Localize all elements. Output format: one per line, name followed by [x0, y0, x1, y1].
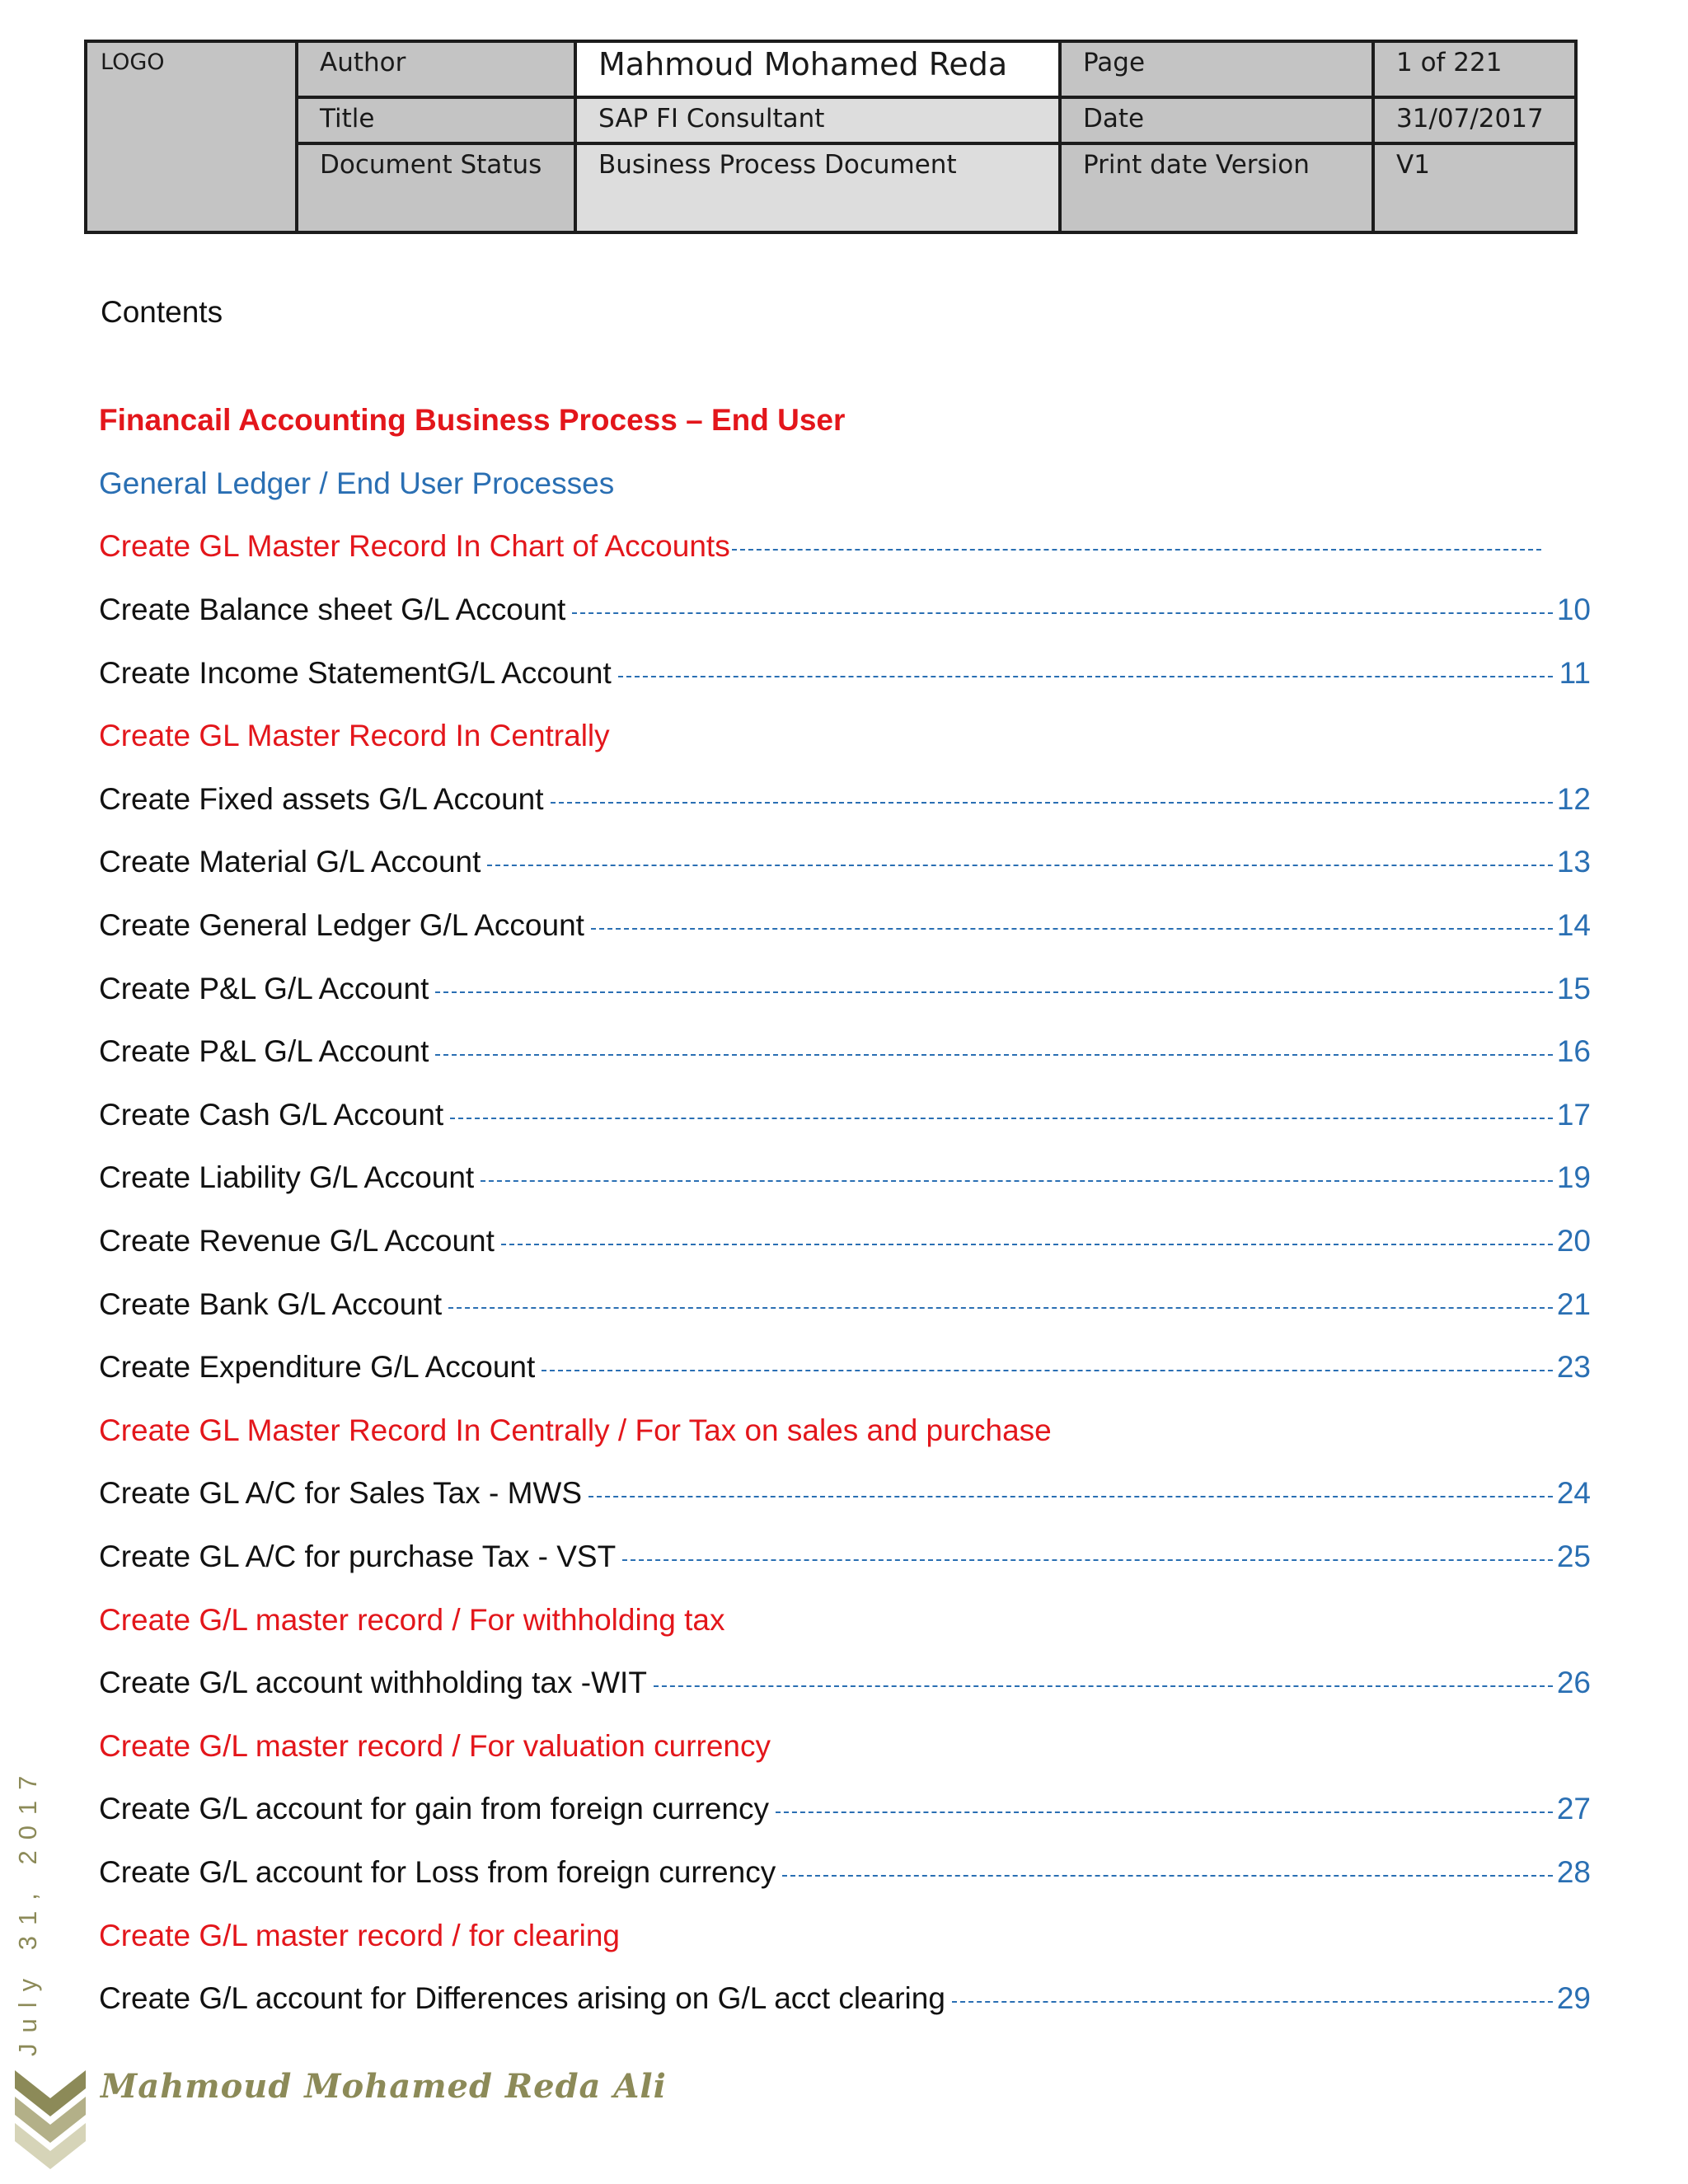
- toc-entry[interactable]: [99, 1967, 1591, 2031]
- toc-entry-title: Create Fixed assets G/L Account: [99, 781, 544, 816]
- toc-section-heading[interactable]: [99, 515, 1591, 579]
- toc-page-number[interactable]: 13: [1556, 845, 1591, 879]
- toc-entry[interactable]: [99, 1778, 1591, 1841]
- toc-page-number[interactable]: 29: [1556, 1981, 1591, 2016]
- toc-leader-dashes: [572, 612, 1553, 614]
- toc-page-number[interactable]: 12: [1556, 781, 1591, 816]
- author-value: Mahmoud Mohamed Reda: [575, 41, 1060, 97]
- toc-entry-title: Create G/L master record / For withholding tax: [99, 1602, 725, 1637]
- toc-entry-title: Create Expenditure G/L Account: [99, 1350, 536, 1385]
- toc-page-number[interactable]: 28: [1556, 1854, 1591, 1889]
- toc-entry[interactable]: [99, 1652, 1591, 1715]
- toc-page-number[interactable]: 24: [1556, 1476, 1591, 1511]
- chevron-logo-icon: [15, 2070, 86, 2172]
- toc-leader-dashes: [588, 1496, 1553, 1497]
- page-label: Page: [1060, 41, 1373, 97]
- toc-entry-title: Create Bank G/L Account: [99, 1286, 443, 1321]
- toc-entry[interactable]: [99, 957, 1591, 1020]
- side-date: July 31, 2017: [13, 1765, 42, 2056]
- toc-entry[interactable]: [99, 1462, 1591, 1526]
- toc-entry[interactable]: [99, 1084, 1591, 1147]
- toc-entry[interactable]: [99, 579, 1591, 642]
- version-label: Print date Version: [1060, 143, 1373, 232]
- toc-entry[interactable]: [99, 1210, 1591, 1273]
- author-signature: Mahmoud Mohamed Reda Ali: [101, 2067, 667, 2106]
- title-value: SAP FI Consultant: [575, 97, 1060, 143]
- toc-section-heading[interactable]: [99, 705, 1591, 768]
- toc-entry-title: General Ledger / End User Processes: [99, 466, 615, 500]
- toc-entry[interactable]: [99, 1336, 1591, 1399]
- toc-entry-title: Create GL Master Record In Centrally / For Tax on sales and purchase: [99, 1413, 1052, 1447]
- toc-entry-title: Create Liability G/L Account: [99, 1160, 475, 1195]
- toc-page-number[interactable]: 10: [1556, 593, 1591, 627]
- toc-page-number[interactable]: 25: [1556, 1539, 1591, 1573]
- toc-entry[interactable]: [99, 1272, 1591, 1336]
- table-of-contents: [99, 389, 1591, 2030]
- toc-entry-title: Create P&L G/L Account: [99, 1034, 429, 1069]
- toc-entry-title: Create GL A/C for purchase Tax - VST: [99, 1539, 617, 1573]
- author-label: Author: [297, 41, 575, 97]
- toc-page-number[interactable]: 21: [1556, 1286, 1591, 1321]
- toc-entry[interactable]: [99, 831, 1591, 894]
- toc-entry-title: Create Material G/L Account: [99, 845, 481, 879]
- toc-leader-dashes: [618, 676, 1553, 677]
- toc-entry-title: Create G/L master record / for clearing: [99, 1918, 620, 1952]
- toc-leader-dashes: [622, 1559, 1553, 1561]
- toc-leader-dashes: [450, 1118, 1553, 1119]
- toc-entry-title: Financail Accounting Business Process – End User: [99, 403, 846, 438]
- toc-page-number[interactable]: 27: [1556, 1792, 1591, 1826]
- toc-section-heading[interactable]: [99, 1904, 1591, 1967]
- toc-leader-dashes: [435, 991, 1553, 993]
- toc-leader-dashes: [654, 1685, 1553, 1687]
- toc-leader-dashes: [435, 1054, 1553, 1056]
- toc-section-heading[interactable]: [99, 1714, 1591, 1778]
- toc-entry-title: Create G/L master record / For valuation currency: [99, 1728, 771, 1763]
- toc-page-number[interactable]: 16: [1556, 1034, 1591, 1069]
- toc-entry[interactable]: [99, 641, 1591, 705]
- toc-entry-title: Create G/L account for Differences arising on G/L acct clearing: [99, 1981, 945, 2016]
- toc-entry-title: Create G/L account for Loss from foreign currency: [99, 1854, 776, 1889]
- date-value: 31/07/2017: [1373, 97, 1576, 143]
- toc-leader-dashes: [487, 865, 1553, 866]
- document-header-table: [84, 40, 1578, 234]
- toc-leader-dashes: [732, 549, 1541, 551]
- toc-leader-dashes: [448, 1307, 1553, 1309]
- toc-page-number[interactable]: 11: [1559, 655, 1591, 690]
- toc-leader-dashes: [591, 928, 1553, 930]
- toc-leader-dashes: [481, 1180, 1553, 1182]
- title-label: Title: [297, 97, 575, 143]
- toc-entry-title: Create GL A/C for Sales Tax - MWS: [99, 1476, 583, 1511]
- status-label: Document Status: [297, 143, 575, 232]
- toc-page-number[interactable]: 17: [1556, 1097, 1591, 1132]
- status-value: Business Process Document: [575, 143, 1060, 232]
- toc-entry[interactable]: [99, 894, 1591, 958]
- toc-entry-title: Create Cash G/L Account: [99, 1097, 444, 1132]
- toc-leader-dashes: [542, 1370, 1553, 1371]
- toc-entry[interactable]: [99, 1841, 1591, 1905]
- toc-leader-dashes: [501, 1244, 1553, 1245]
- toc-section-heading[interactable]: [99, 452, 1591, 516]
- toc-entry-title: Create GL Master Record In Centrally: [99, 719, 610, 753]
- logo-placeholder: LOGO: [86, 41, 297, 232]
- toc-leader-dashes: [551, 802, 1554, 804]
- toc-entry[interactable]: [99, 1526, 1591, 1589]
- toc-entry[interactable]: [99, 768, 1591, 832]
- toc-entry-title: Create GL Master Record In Chart of Accounts: [99, 529, 730, 564]
- toc-section-heading[interactable]: [99, 1588, 1591, 1652]
- toc-section-heading[interactable]: [99, 389, 1591, 452]
- toc-entry[interactable]: [99, 1146, 1591, 1210]
- contents-heading: Contents: [101, 295, 223, 329]
- toc-entry-title: Create G/L account withholding tax -WIT: [99, 1666, 647, 1700]
- toc-leader-dashes: [952, 2001, 1553, 2003]
- toc-page-number[interactable]: 19: [1556, 1160, 1591, 1195]
- toc-page-number[interactable]: 26: [1556, 1666, 1591, 1700]
- page-value: 1 of 221: [1373, 41, 1576, 97]
- date-label: Date: [1060, 97, 1373, 143]
- toc-leader-dashes: [776, 1811, 1553, 1813]
- toc-entry-title: Create G/L account for gain from foreign currency: [99, 1792, 770, 1826]
- toc-page-number[interactable]: 20: [1556, 1224, 1591, 1258]
- toc-page-number[interactable]: 15: [1556, 971, 1591, 1005]
- toc-entry-title: Create Revenue G/L Account: [99, 1224, 495, 1258]
- toc-entry-title: Create Balance sheet G/L Account: [99, 593, 566, 627]
- toc-page-number[interactable]: 23: [1556, 1350, 1591, 1385]
- toc-entry-title: Create General Ledger G/L Account: [99, 908, 584, 943]
- version-value: V1: [1373, 143, 1576, 232]
- toc-entry[interactable]: [99, 1020, 1591, 1084]
- toc-leader-dashes: [782, 1875, 1553, 1877]
- toc-entry-title: Create P&L G/L Account: [99, 971, 429, 1005]
- toc-entry-title: Create Income StatementG/L Account: [99, 655, 612, 690]
- toc-page-number[interactable]: 14: [1556, 908, 1591, 943]
- toc-section-heading[interactable]: [99, 1399, 1591, 1463]
